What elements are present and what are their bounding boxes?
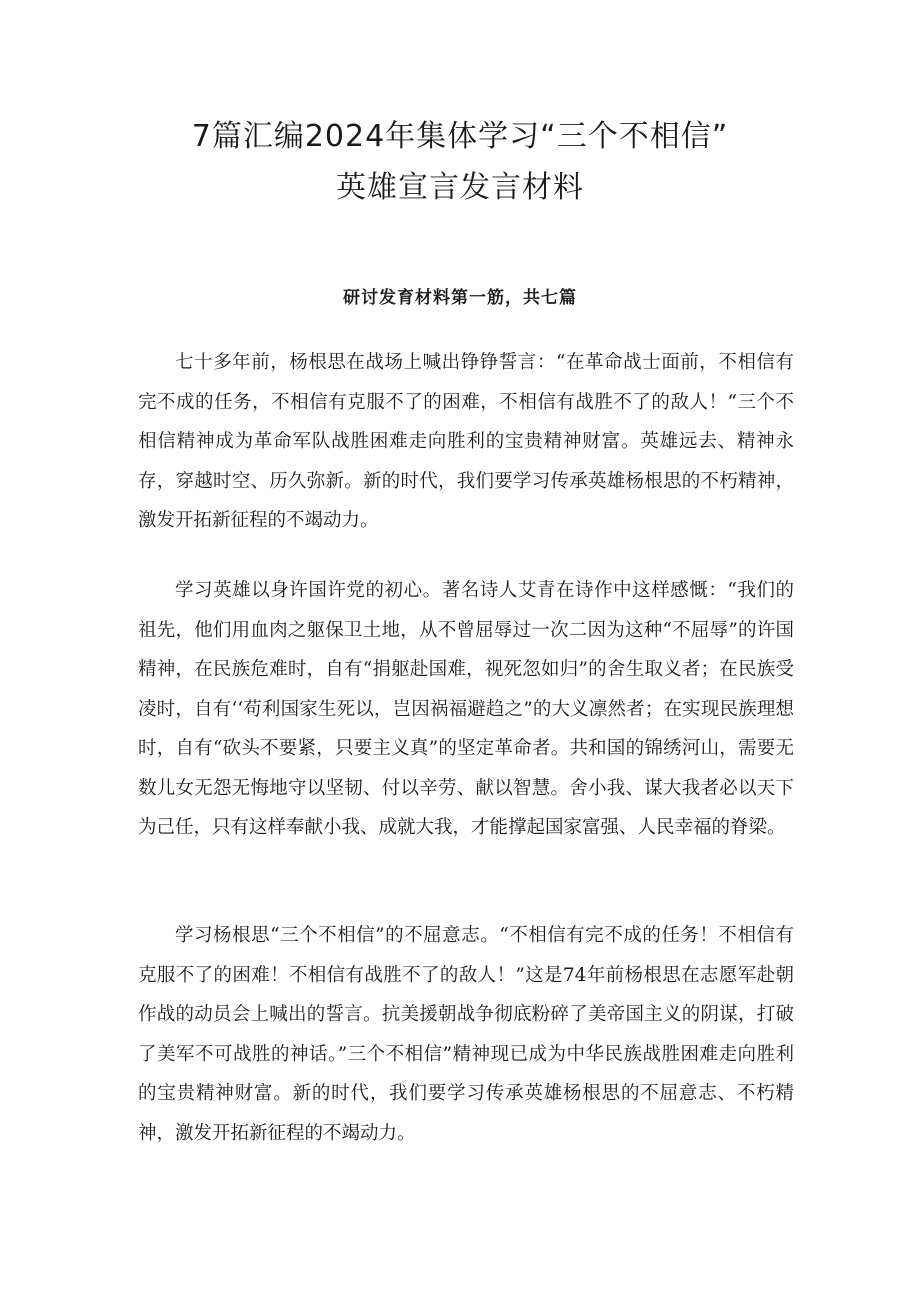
body-paragraph-3: 学习杨根思“三个不相信”的不屈意志。“不相信有完不成的任务！不相信有克服不了的困难！不相信有战胜不了的敌人！”这是74年前杨根思在志愿军赴朝作战的动员会上喊出的誓言。抗美援朝战争彻底粉碎了美帝国主义的阴谋，打破了美军不可战胜的神话。”三个不相信”精神现已成为中华民族战胜困难走向胜利的宝贵精神财富。新的时代，我们要学习传承英雄杨根思的不屈意志、不朽精神，激发开拓新征程的不竭动力。 (138, 925, 794, 1144)
document-title-line-1: 7篇汇编2024年集体学习“三个不相信” (191, 119, 729, 154)
document-title-line-2: 英雄宣言发言材料 (336, 170, 584, 205)
body-paragraph-2: 学习英雄以身许国许党的初心。著名诗人艾青在诗作中这样感慨：“我们的祖先，他们用血肉之躯保卫土地，从不曾屈辱过一次二因为这种“不屈辱”的许国精神，在民族危难时，自有“捐躯赴国难，视死忽如归”的舍生取义者；在民族受凌时，自有‘‘苟利国家生死以，岂因祸福避趋之”的大义凛然者；在实现民族理想时，自有“砍头不要紧，只要主义真”的坚定革命者。共和国的锦绣河山，需要无数儿女无怨无悔地守以坚韧、付以辛劳、献以智慧。舍小我、谋大我者必以天下为己任，只有这样奉献小我、成就大我，才能撑起国家富强、人民幸福的脊梁。 (138, 580, 794, 838)
body-paragraph-1: 七十多年前，杨根思在战场上喊出铮铮誓言：“在革命战士面前，不相信有完不成的任务，不相信有克服不了的困难，不相信有战胜不了的敌人！“三个不相信精神成为革命军队战胜困难走向胜利的宝贵精神财富。英雄远去、精神永存，穿越时空、历久弥新。新的时代，我们要学习传承英雄杨根思的不朽精神，激发开拓新征程的不竭动力。 (138, 352, 794, 531)
section-subtitle: 研讨发育材料第一筋，共七篇 (343, 288, 577, 308)
